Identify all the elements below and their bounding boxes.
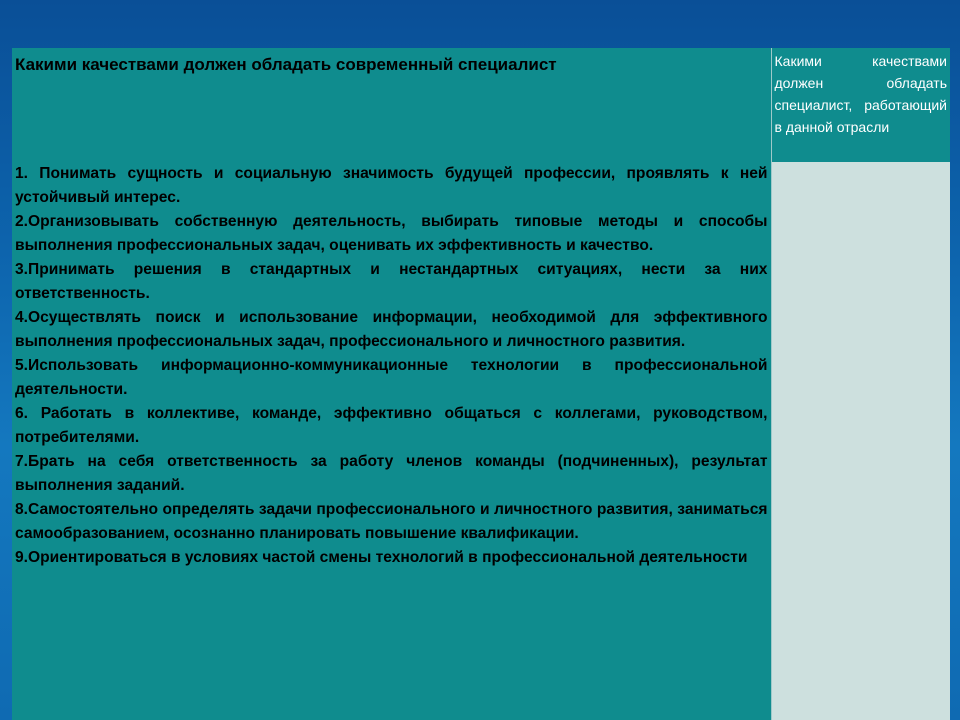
list-item: 7.Брать на себя ответственность за работу членов команды (подчиненных), результат выполнения заданий.	[15, 453, 768, 494]
qualities-list-cell	[12, 162, 771, 720]
header-title-industry-specialist: Какими качествами должен обладать специалист, работающий в данной отрасли	[774, 53, 947, 135]
list-item: 4.Осуществлять поиск и использование информации, необходимой для эффективного выполнения профессиональных задач, профессионального и личностного развития.	[15, 309, 768, 350]
header-title-modern-specialist: Какими качествами должен обладать современный специалист	[15, 55, 557, 74]
list-item: 2.Организовывать собственную деятельность, выбирать типовые методы и способы выполнения профессиональных задач, оценивать их эффективность и качество.	[15, 213, 768, 254]
list-item: 9.Ориентироваться в условиях частой смены технологий в профессиональной деятельности	[15, 549, 748, 566]
table-body-row	[12, 162, 950, 720]
list-item: 6. Работать в коллективе, команде, эффективно общаться с коллегами, руководством, потребителями.	[15, 405, 768, 446]
table-header-row	[12, 48, 950, 162]
header-cell-modern-specialist	[12, 48, 771, 162]
list-item: 5.Использовать информационно-коммуникационные технологии в профессиональной деятельности.	[15, 357, 768, 398]
list-item: 1. Понимать сущность и социальную значимость будущей профессии, проявлять к ней устойчивый интерес.	[15, 165, 768, 206]
header-cell-industry-specialist	[771, 48, 950, 162]
answer-cell[interactable]	[771, 162, 950, 720]
list-item: 8.Самостоятельно определять задачи профессионального и личностного развития, заниматься самообразованием, осознанно планировать повышение квалификации.	[15, 501, 768, 542]
qualities-list	[12, 162, 771, 570]
qualities-table	[12, 48, 950, 720]
list-item: 3.Принимать решения в стандартных и нестандартных ситуациях, нести за них ответственность.	[15, 261, 768, 302]
